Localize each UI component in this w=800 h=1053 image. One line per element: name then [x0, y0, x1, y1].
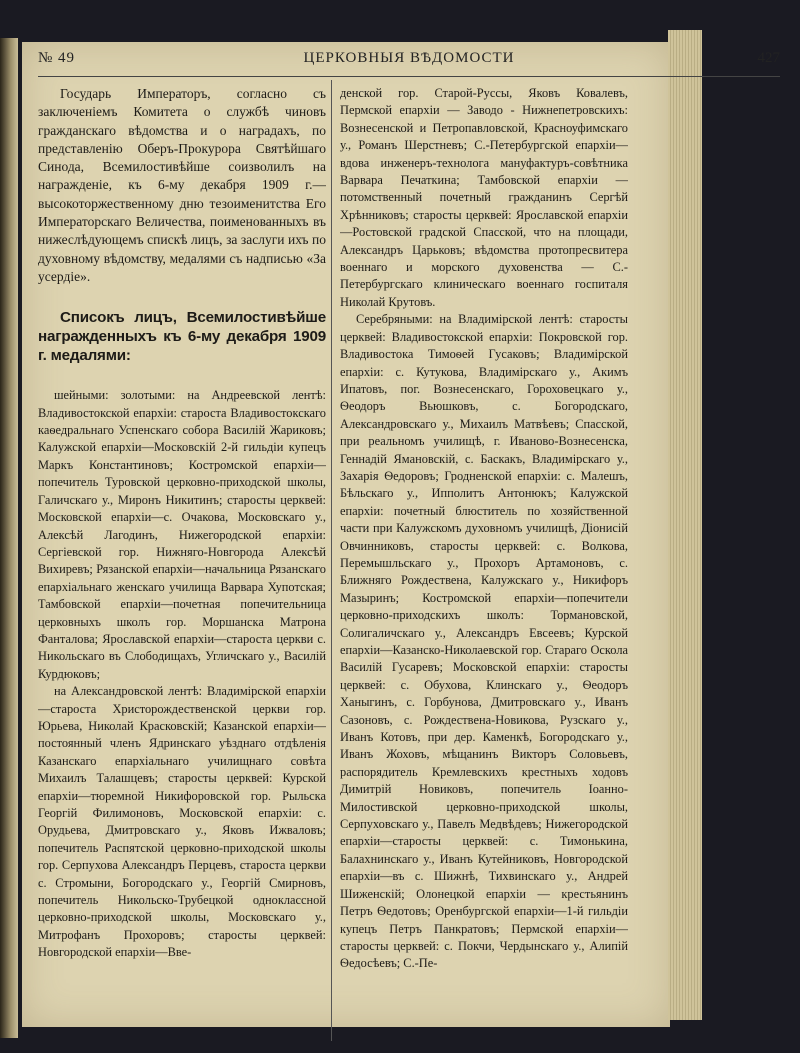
left-column — [38, 85, 326, 1039]
header-rule — [38, 76, 780, 77]
gold-andreevsky-paragraph: шейными: золотыми: на Андреевской лентѣ: Владивостокской епархіи: староста Владивостокскаго каѳедральнаго Успенскаго собора Василій Жариковъ; Калужской епархіи—Московскій 2-й гильдіи купецъ Маркъ Константиновъ; Костромской епархіи—попечитель Туровской церковно-приходской школы, Галичскаго у., Миронъ Никитинъ; старосты церквей: Московской епархіи—с. Очакова, Московскаго у., Алексѣй Лагодинъ, Нижегородской епархіи: Сергіевской гор. Нижняго-Новгорода Алексѣй Вихиревъ; Рязанской епархіи—начальница Рязанскаго епархіальнаго женскаго училища Варвара Хупотская; Тамбовской епархіи—почетная попечительница церковныхъ школъ гор. Моршанска Матрона Фанталова; Ярославской епархіи—староста церкви с. Никольскаго въ Слободищахъ, Угличскаго у., Василій Курдюковъ; — [38, 388, 326, 681]
list-title: Списокъ лицъ, Всемилостивѣйше награжденныхъ къ 6-му декабря 1909 г. медалями: — [38, 309, 326, 365]
right-column — [340, 85, 628, 1039]
page-header — [38, 50, 780, 70]
column-divider — [331, 80, 332, 1041]
page-number: 427 — [757, 50, 780, 66]
page-fore-edges — [668, 30, 702, 1020]
journal-title: ЦЕРКОВНЫЯ ВѢДОМОСТИ — [303, 50, 515, 66]
intro-paragraph: Государь Императоръ, согласно съ заключеніемъ Комитета о службѣ чиновъ гражданскаго вѣдомства и о наградахъ, по представленію Оберъ-Прокурора Святѣйшаго Синода, Всемилостивѣйше соизволилъ на награжденіе, къ 6-му декабря 1909 г.—высокоторжественному дню тезоименитства Его Императорскаго Величества, поименованныхъ въ нижеслѣдующемъ спискѣ лицъ, за заслуги ихъ по духовному вѣдомству, медалями съ надписью «За усердіе». — [38, 86, 326, 284]
book-left-edge — [0, 38, 18, 1038]
gold-aleksandrovsky-paragraph: на Александровской лентѣ: Владимірской епархіи—староста Христорождественской церкви гор. Юрьева, Николай Красковскій; Казанской епархіи—постоянный членъ Ядринскаго уѣзднаго отдѣленія Казанскаго епархіальнаго училищнаго совѣта Михаилъ Талашцевъ; старосты церквей: Курской епархіи—тюремной Никифоровской гор. Рыльска Георгій Филимоновъ, Московской епархіи: с. Орудьева, Дмитровскаго у., Яковъ Ижваловъ; попечитель Распятской церковно-приходской школы гор. Серпухова Александръ Перцевъ, староста церкви с. Стромыни, Богородскаго у., Георгій Смирновъ, попечитель Никольско-Трубецкой одноклассной церковно-приходской школы, Московскаго у., Митрофанъ Прохоровъ; старосты церквей: Новгородской епархіи—Вве- — [38, 684, 326, 960]
silver-vladimirsky-paragraph: Серебряными: на Владимірской лентѣ: старосты церквей: Владивостокской епархіи: Покровской гор. Владивостока Тимоѳей Гусаковъ; Владимірской епархіи: с. Кутукова, Владимірскаго у., Акимъ Ипатовъ, пог. Вознесенскаго, Гороховецкаго у., Ѳеодоръ Вьюшковъ, с. Богородскаго, Александровскаго у., Михаилъ Матвѣевъ; Спасской, при реальномъ училищѣ, г. Иваново-Вознесенска, Геннадій Ямановскій, с. Баскакъ, Владимірскаго у., Захарія Ѳедоровъ; Гродненской епархіи: с. Малешъ, Бѣльскаго у., Ипполитъ Антонюкъ; Калужской епархіи: почетный блюститель по хозяйственной части при Калужскомъ духовномъ училищѣ, Діонисій Овчинниковъ, старосты церквей: с. Волкова, Перемышльскаго у., Прохоръ Артамоновъ, с. Ближняго Рождествена, Калужскаго у., Никифоръ Мазыринъ; Костромской епархіи—попечители церковно-приходскихъ школъ: Тормановской, Солигаличскаго у., Александръ Евсеевъ; Курской епархіи—Казанско-Николаевской гор. Стараго Оскола Василій Гусаревъ; Московской епархіи: старосты церквей: с. Обухова, Клинскаго у., Ѳеодоръ Ханыгинъ, с. Горбунова, Дмитровскаго у., Иванъ Сазоновъ, с. Рождествена-Новикова, Рузскаго у., Иванъ Котовъ, при дер. Каменкѣ, Богородскаго у., Иванъ Жоховъ, мѣщанинъ Викторъ Соловьевъ, распорядитель Кремлевскихъ крестныхъ ходовъ Димитрій Новиковъ, попечитель Іоанно-Милостивской церковно-приходской школы, Серпуховскаго у., Павелъ Медвѣдевъ; Нижегородской епархіи—старосты церквей: с. Тимонькина, Балахнинскаго у., Иванъ Кутейниковъ, Новгородской епархіи—въ с. Шижнѣ, Тихвинскаго у., Андрей Шиженскій; Олонецкой епархіи — крестьянинъ Петръ Ѳедотовъ; Оренбургской епархіи—1-й гильдіи купецъ Петръ Панкратовъ; Пермской епархіи—старосты церквей: с. Покчи, Чердынскаго у., Алипій Ѳедосѣевъ; С.-Пе- — [340, 312, 628, 971]
continued-paragraph: денской гор. Старой-Руссы, Яковъ Ковалевъ, Пермской епархіи — Заводо - Нижнепетровскихъ: Вознесенской и Петропавловской, Красноуфимскаго у., Романъ Шерстневъ; С.-Петербургской епархіи—вдова инженеръ-технолога мануфактуръ-совѣтника Варвара Печаткина; Тамбовской епархіи — потомственный почетный гражданинъ Сергѣй Хрѣнниковъ; старосты церквей: Ярославской епархіи—Ростовской градской Спасской, что на площади, Александръ Царьковъ; вѣдомства протопресвитера военнаго и морского духовенства — С.-Петербургскаго клиническаго военнаго госпиталя Николай Крутовъ. — [340, 86, 628, 309]
issue-number: № 49 — [38, 50, 76, 66]
